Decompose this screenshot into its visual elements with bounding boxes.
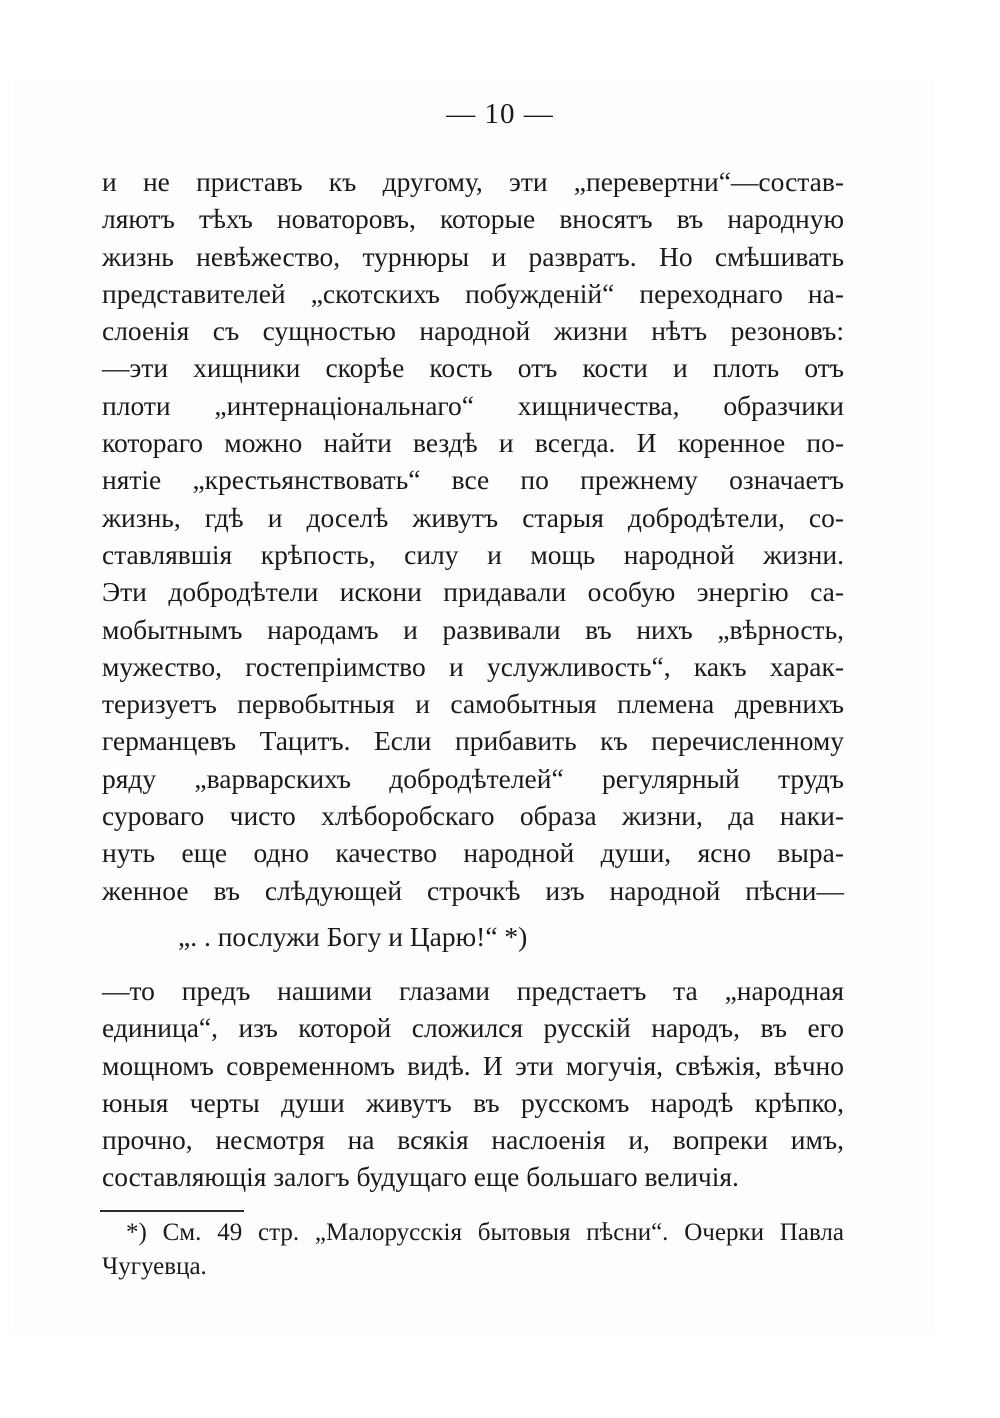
footnote-divider — [100, 1210, 244, 1212]
text-line: слоенія съ сущностью народной жизни нѣтъ резоновъ: — [102, 315, 844, 347]
body-text-part-1 — [102, 163, 844, 909]
text-line: и не приставъ къ другому, эти „перевертни“—состав- — [102, 166, 844, 197]
text-line: нятіе „крестьянствовать“ все по прежнему означаетъ — [102, 464, 844, 496]
text-line: мощномъ современномъ видѣ. И эти могучія, свѣжія, вѣчно — [102, 1049, 844, 1081]
text-line: ляютъ тѣхъ новаторовъ, которые вносятъ въ народную — [102, 203, 844, 235]
text-line: жизнь, гдѣ и доселѣ живутъ старыя добродѣтели, со- — [102, 501, 844, 533]
text-line: составляющія залогъ будущаго еще большаго величія. — [102, 1161, 739, 1193]
verse-quote: „. . послужи Богу и Царю!“ *) — [178, 921, 528, 952]
text-line: юныя черты души живутъ въ русскомъ народѣ крѣпко, — [102, 1086, 844, 1118]
text-line: —то предъ нашими глазами предстаетъ та „народная — [102, 975, 844, 1006]
text-line: суроваго чисто хлѣборобскаго образа жизни, да наки- — [102, 800, 844, 832]
text-line: Эти добродѣтели искони придавали особую энергію са- — [102, 576, 844, 608]
text-line: германцевъ Тацитъ. Если прибавить къ перечисленному — [102, 725, 844, 757]
footnote — [102, 1216, 844, 1284]
text-line: мобытнымъ народамъ и развивали въ нихъ „вѣрность, — [102, 613, 844, 645]
text-line: плоти „интернаціональнаго“ хищничества, образчики — [102, 389, 844, 421]
text-line: ряду „варварскихъ добродѣтелей“ регулярный трудъ — [102, 762, 844, 794]
text-line: —эти хищники скорѣе кость отъ кости и плоть отъ — [102, 352, 844, 384]
body-text-part-2 — [102, 972, 844, 1196]
text-line: ставлявшія крѣпость, силу и мощь народной жизни. — [102, 538, 844, 570]
text-line: представителей „скотскихъ побужденій“ переходнаго на- — [102, 277, 844, 309]
text-line: котораго можно найти вездѣ и всегда. И коренное по- — [102, 427, 844, 459]
footnote-line: Чугуевца. — [102, 1253, 207, 1280]
text-line: нуть еще одно качество народной души, ясно выра- — [102, 837, 844, 869]
text-line: женное въ слѣдующей строчкѣ изъ народной пѣсни— — [102, 874, 844, 906]
text-line: мужество, гостепріимство и услужливость“, какъ харак- — [102, 650, 844, 682]
footnote-line: *) См. 49 стр. „Малорусскія бытовыя пѣсни“. Очерки Павла — [126, 1219, 844, 1246]
text-line: единица“, изъ которой сложился русскій народъ, въ его — [102, 1012, 844, 1044]
text-line: прочно, несмотря на всякія наслоенія и, вопреки имъ, — [102, 1124, 844, 1156]
text-line: теризуетъ первобытныя и самобытныя племена древнихъ — [102, 688, 844, 720]
text-line: жизнь невѣжество, турнюры и развратъ. Но смѣшивать — [102, 240, 844, 272]
page-number: — 10 — — [446, 98, 554, 130]
